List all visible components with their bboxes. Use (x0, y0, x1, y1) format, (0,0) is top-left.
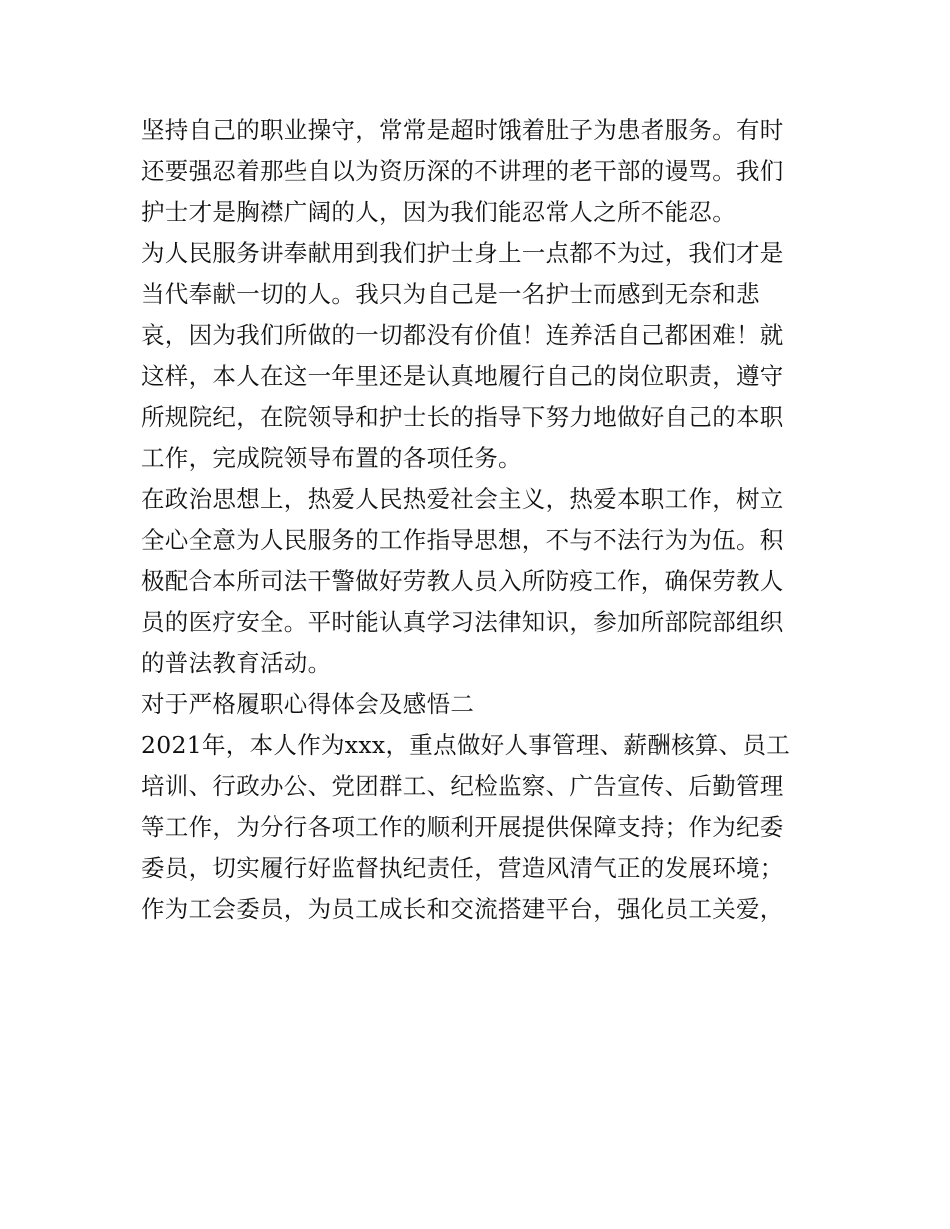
text-line: 所规院纪，在院领导和护士长的指导下努力地做好自己的本职 (141, 403, 784, 431)
text-line: 哀，因为我们所做的一切都没有价值！连养活自己都困难！就 (141, 321, 784, 349)
text-line: 在政治思想上，热爱人民热爱社会主义，热爱本职工作，树立 (141, 485, 784, 513)
text-line: 2021年，本人作为xxx，重点做好人事管理、薪酬核算、员工 (141, 731, 791, 759)
text-line: 等工作，为分行各项工作的顺利开展提供保障支持；作为纪委 (141, 813, 784, 841)
text-line: 还要强忍着那些自以为资历深的不讲理的老干部的谩骂。我们 (141, 157, 784, 185)
text-line: 当代奉献一切的人。我只为自己是一名护士而感到无奈和悲 (141, 280, 760, 308)
text-line: 培训、行政办公、党团群工、纪检监察、广告宣传、后勤管理 (141, 772, 784, 800)
text-line: 护士才是胸襟广阔的人，因为我们能忍常人之所不能忍。 (141, 198, 736, 226)
text-line: 工作，完成院领导布置的各项任务。 (141, 444, 522, 472)
text-line: 为人民服务讲奉献用到我们护士身上一点都不为过，我们才是 (141, 239, 784, 267)
text-line: 的普法教育活动。 (141, 649, 332, 677)
section-heading: 对于严格履职心得体会及感悟二 (141, 690, 475, 718)
document-body (141, 110, 821, 930)
text-line: 极配合本所司法干警做好劳教人员入所防疫工作，确保劳教人 (141, 567, 784, 595)
text-line: 坚持自己的职业操守，常常是超时饿着肚子为患者服务。有时 (141, 116, 784, 144)
text-line: 员的医疗安全。平时能认真学习法律知识，参加所部院部组织 (141, 608, 784, 636)
text-line: 委员，切实履行好监督执纪责任，营造风清气正的发展环境； (141, 854, 784, 882)
text-line: 作为工会委员，为员工成长和交流搭建平台，强化员工关爱， (141, 895, 784, 923)
text-line: 全心全意为人民服务的工作指导思想，不与不法行为为伍。积 (141, 526, 784, 554)
text-line: 这样，本人在这一年里还是认真地履行自己的岗位职责，遵守 (141, 362, 784, 390)
